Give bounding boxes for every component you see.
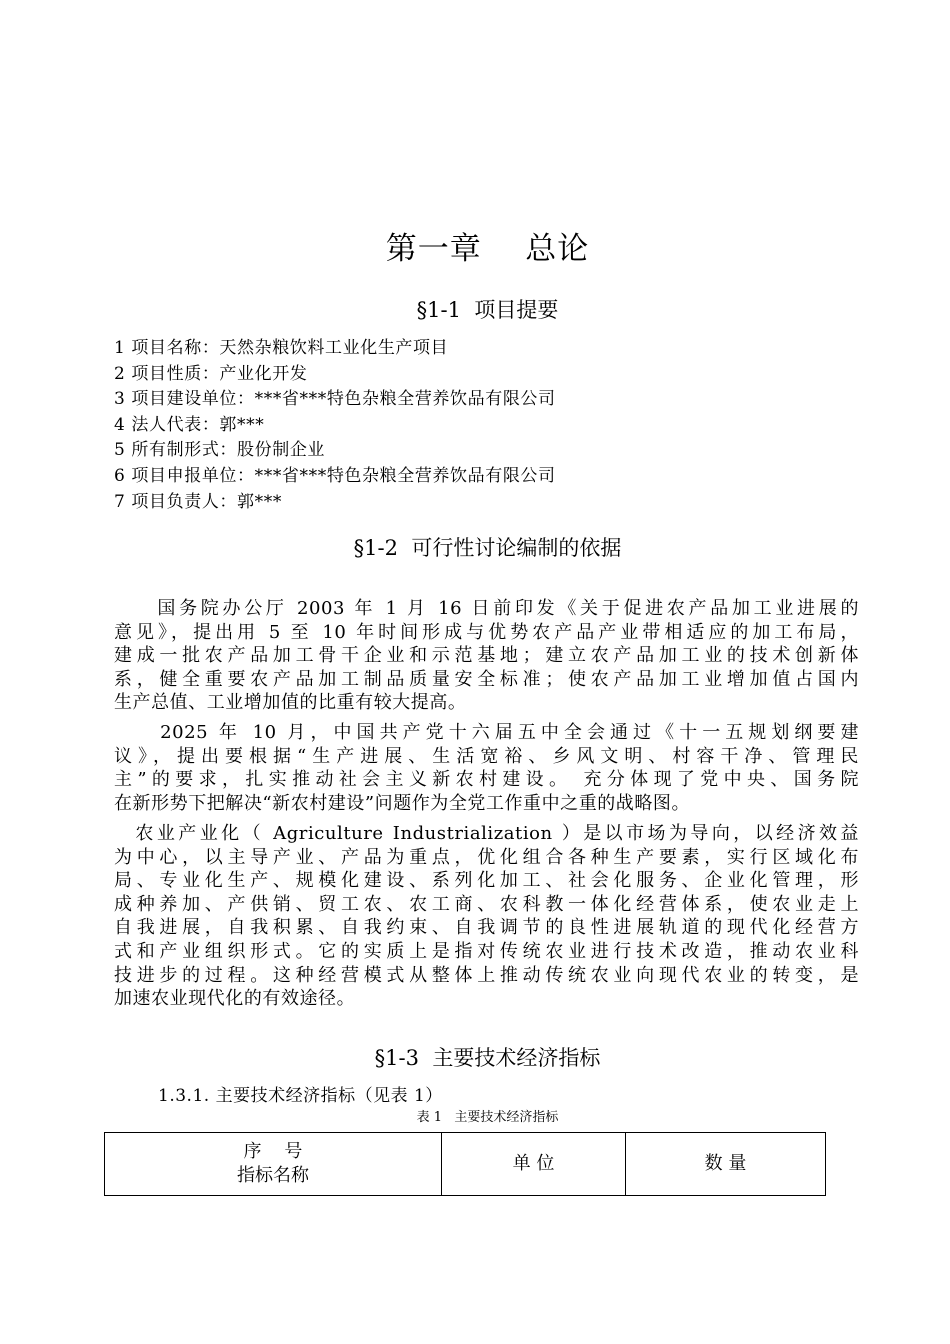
indicator-table xyxy=(104,1132,826,1196)
text-line: 技进步的过程。这种经营模式从整体上推动传统农业向现代农业的转变，是 xyxy=(114,964,859,986)
construction-unit-item: 3 项目建设单位：***省***特色杂粮全营养饮品有限公司 xyxy=(114,389,556,410)
text-line: 式和产业组织形式。它的实质上是指对传统农业进行技术改造，推动农业科 xyxy=(114,940,859,962)
ownership-form-item: 5 所有制形式：股份制企业 xyxy=(114,440,326,461)
table-caption: 表 1 主要技术经济指标 xyxy=(416,1110,559,1125)
text-line: 农业产业化（ Agriculture Industrialization ）是以市场为导向，以经济效益 xyxy=(114,823,859,844)
header-cell-quantity: 数 量 xyxy=(626,1133,826,1196)
paragraph-agriculture-industrialization xyxy=(114,822,859,1011)
applicant-unit-item: 6 项目申报单位：***省***特色杂粮全营养饮品有限公司 xyxy=(114,465,556,486)
header-cell-index-name xyxy=(105,1133,442,1196)
section-heading-project-summary: §1-1 项目提要 xyxy=(416,298,559,322)
text-line: 国务院办公厅 2003 年 1 月 16 日前印发《关于促进农产品加工业进展的 xyxy=(114,598,859,619)
text-line: 加速农业现代化的有效途径。 xyxy=(114,988,356,1010)
text-line: 2025 年 10 月，中国共产党十六届五中全会通过《十一五规划纲要建 xyxy=(114,722,859,743)
text-line: 系，健全重要农产品加工制品质量安全标准；使农产品加工业增加值占国内 xyxy=(114,668,859,690)
text-line: 议》，提出要根据“生产进展、生活宽裕、乡风文明、村容干净、管理民 xyxy=(114,745,859,767)
chapter-title: 第一章 总论 xyxy=(385,231,590,267)
paragraph-state-council xyxy=(114,597,859,715)
paragraph-plenary-session xyxy=(114,721,859,815)
subsection-heading: 1.3.1. 主要技术经济指标（见表 1） xyxy=(158,1086,443,1106)
text-line: 意见》，提出用 5 至 10 年时间形成与优势农产品产业带相适应的加工布局， xyxy=(114,621,859,643)
project-nature-item: 2 项目性质：产业化开发 xyxy=(114,363,308,384)
text-line: 自我进展，自我积累、自我约束、自我调节的良性进展轨道的现代化经营方 xyxy=(114,917,859,939)
text-line: 生产总值、工业增加值的比重有较大提高。 xyxy=(114,692,467,714)
text-line: 为中心，以主导产业、产品为重点，优化组合各种生产要素，实行区域化布 xyxy=(114,846,859,868)
section-heading-basis: §1-2 可行性讨论编制的依据 xyxy=(353,536,622,560)
text-line: 在新形势下把解决“新农村建设”问题作为全党工作重中之重的战略图。 xyxy=(114,792,691,814)
project-leader-item: 7 项目负责人：郭*** xyxy=(114,491,282,512)
section-heading-indicators: §1-3 主要技术经济指标 xyxy=(374,1046,601,1070)
project-name-item: 1 项目名称：天然杂粮饮料工业化生产项目 xyxy=(114,338,449,358)
text-line: 局、专业化生产、规模化建设、系列化加工、社会化服务、企业化管理，形 xyxy=(114,870,859,892)
header-index-label: 序 号 xyxy=(243,1141,303,1162)
header-name-label: 指标名称 xyxy=(237,1165,309,1186)
legal-representative-item: 4 法人代表：郭*** xyxy=(114,414,265,435)
text-line: 成种养加、产供销、贸工农、农工商、农科教一体化经营体系，使农业走上 xyxy=(114,893,859,915)
text-line: 主”的要求，扎实推动社会主义新农村建设。 充分体现了党中央、国务院 xyxy=(114,769,859,791)
text-line: 建成一批农产品加工骨干企业和示范基地；建立农产品加工业的技术创新体 xyxy=(114,645,859,667)
header-cell-unit: 单 位 xyxy=(442,1133,626,1196)
table-header-row xyxy=(105,1133,826,1196)
project-info-list xyxy=(114,336,834,515)
